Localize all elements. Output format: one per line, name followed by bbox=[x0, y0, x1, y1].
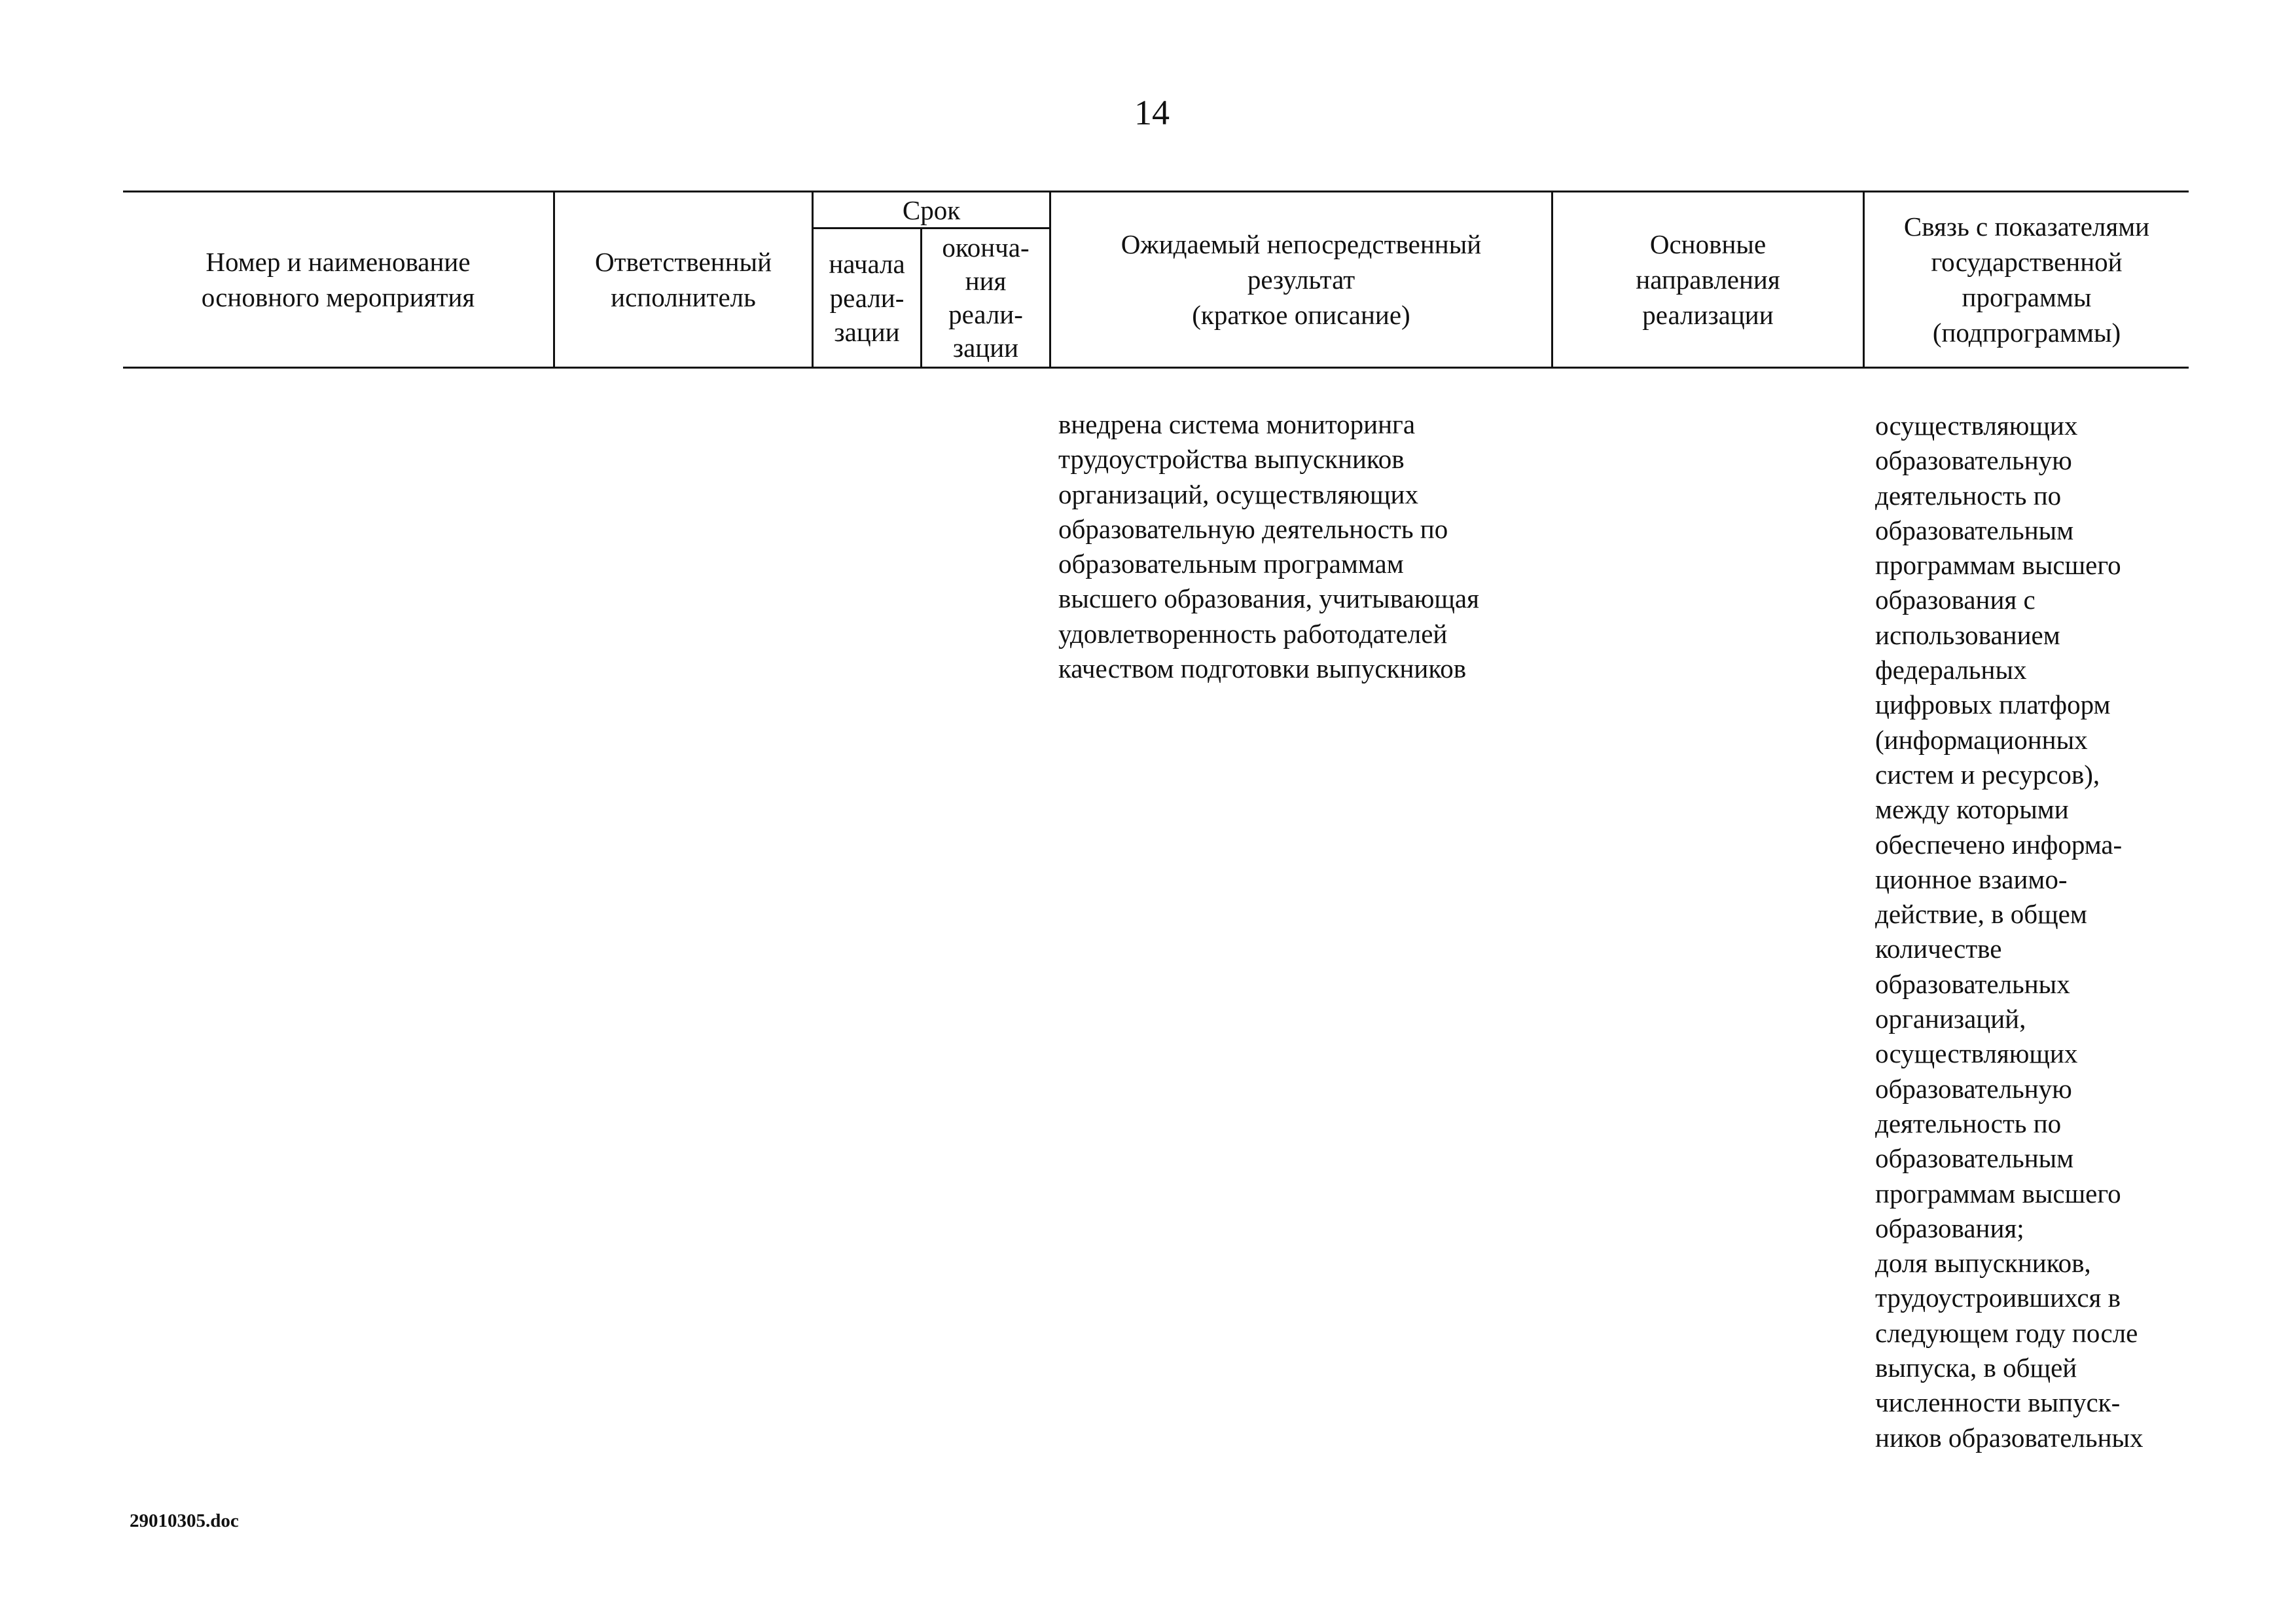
header-bottom-rule bbox=[123, 367, 2189, 369]
header-expected-result: Ожидаемый непосредственный результат (краткое описание) bbox=[1121, 229, 1482, 330]
row-link-to-indicators: осуществляющих образовательную деятельность по образовательным программам высшего образования с использованием федеральных цифровых платформ (информационных систем и ресурсов), между которыми обеспечено информа- ционное взаимо- действие, в общем количестве образовательных организаций, осуществляющих образовательную деятельность по образовательным программам высшего образования; доля выпускников, трудоустроившихся в следующем году после выпуска, в общей численности выпуск- ников образовательных bbox=[1875, 410, 2144, 1453]
header-term-start: начала реали- зации bbox=[829, 249, 905, 347]
header-number-and-name: Номер и наименование основного мероприятия bbox=[201, 247, 475, 312]
header-term-end: оконча- ния реали- зации bbox=[942, 232, 1030, 363]
row-expected-result: внедрена система мониторинга трудоустройства выпускников организаций, осуществляющих образовательную деятельность по образовательным программам высшего образования, учитывающая удовлетворенность работодателей качеством подготовки выпускников bbox=[1058, 409, 1479, 684]
header-main-directions: Основные направления реализации bbox=[1636, 229, 1780, 330]
header-term: Срок bbox=[902, 194, 961, 225]
page-number: 14 bbox=[1134, 93, 1170, 132]
header-responsible: Ответственный исполнитель bbox=[594, 247, 772, 312]
header-link-to-indicators: Связь с показателями государственной программы (подпрограммы) bbox=[1903, 211, 2150, 348]
table-header bbox=[123, 191, 2189, 369]
doc-code: 29010305.doc bbox=[130, 1510, 239, 1531]
